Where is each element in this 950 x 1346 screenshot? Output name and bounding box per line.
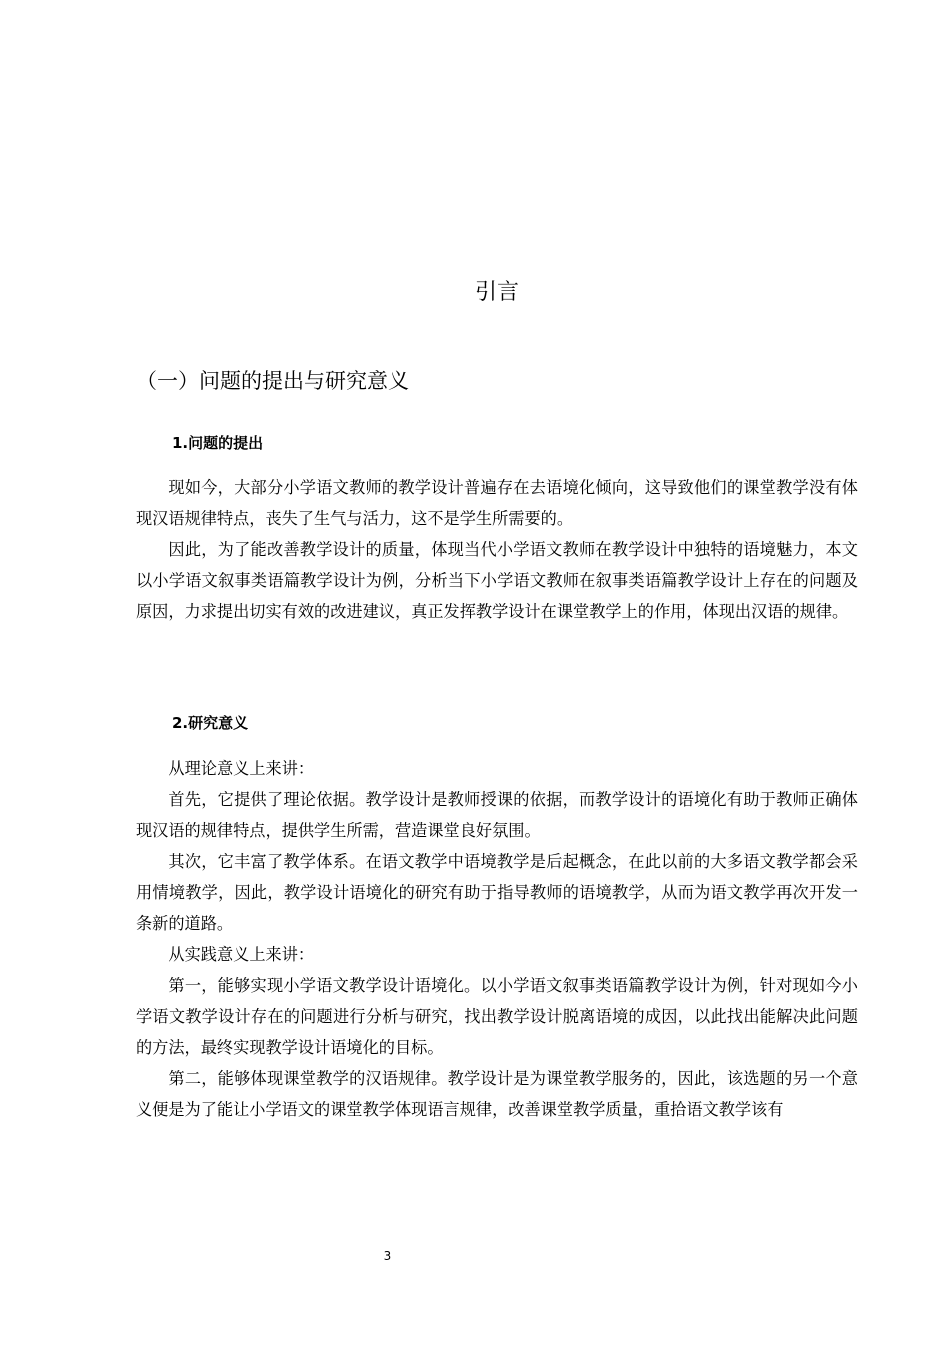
subsection-body-problem [136,472,858,627]
paragraph: 第二，能够体现课堂教学的汉语规律。教学设计是为课堂教学服务的，因此，该选题的另一个意义便是为了能让小学语文的课堂教学体现语言规律，改善课堂教学质量，重拾语文教学该有 [136,1069,858,1119]
paragraph: 第一，能够实现小学语文教学设计语境化。以小学语文叙事类语篇教学设计为例，针对现如今小学语文教学设计存在的问题进行分析与研究，找出教学设计脱离语境的成因，以此找出能解决此问题的方法，最终实现教学设计语境化的目标。 [136,976,858,1057]
paragraph: 现如今，大部分小学语文教师的教学设计普遍存在去语境化倾向，这导致他们的课堂教学没有体现汉语规律特点，丧失了生气与活力，这不是学生所需要的。 [136,478,858,528]
paragraph: 其次，它丰富了教学体系。在语文教学中语境教学是后起概念，在此以前的大多语文教学都会采用情境教学，因此，教学设计语境化的研究有助于指导教师的语境教学，从而为语文教学再次开发一条新的道路。 [136,852,858,933]
paragraph: 首先，它提供了理论依据。教学设计是教师授课的依据，而教学设计的语境化有助于教师正确体现汉语的规律特点，提供学生所需，营造课堂良好氛围。 [136,790,858,840]
paragraph: 因此，为了能改善教学设计的质量，体现当代小学语文教师在教学设计中独特的语境魅力，本文以小学语文叙事类语篇教学设计为例，分析当下小学语文教师在叙事类语篇教学设计上存在的问题及原因，力求提出切实有效的改进建议，真正发挥教学设计在课堂教学上的作用，体现出汉语的规律。 [136,540,858,621]
page-title: 引言 [474,280,519,305]
page-number: 3 [383,1249,392,1263]
paragraph: 从实践意义上来讲： [168,945,315,964]
subsection-heading-problem: 1.问题的提出 [172,434,264,452]
subsection-body-significance [136,753,858,1125]
paragraph: 从理论意义上来讲： [168,759,315,778]
section-heading: （一）问题的提出与研究意义 [136,369,409,393]
subsection-heading-significance: 2.研究意义 [172,714,249,732]
